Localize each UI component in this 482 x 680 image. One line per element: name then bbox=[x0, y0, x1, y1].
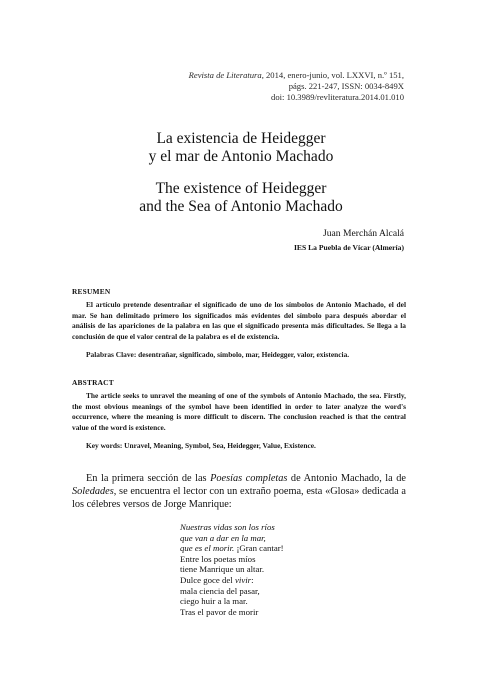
title-spanish-line-1: La existencia de Heidegger bbox=[156, 130, 326, 147]
poem-line-text: que van a dar en la mar, bbox=[180, 532, 266, 543]
resumen-heading: RESUMEN bbox=[72, 287, 111, 296]
body-text-run: de Antonio Machado, la de bbox=[287, 473, 406, 484]
body-text-run: , se encuentra el lector con un extraño poema, esta «Glosa» dedicada a los célebres versos de Jorge Manrique: bbox=[72, 486, 406, 510]
title-spanish-line-2: y el mar de Antonio Machado bbox=[148, 148, 334, 165]
journal-issue-line bbox=[104, 70, 404, 81]
abstract-section bbox=[72, 391, 406, 452]
poem-line-text: vivir bbox=[234, 574, 252, 585]
body-text-run: En la primera sección de las bbox=[86, 473, 211, 484]
poem-line: Tras el pavor de morir bbox=[180, 606, 259, 617]
poem-line: tiene Manrique un altar. bbox=[180, 564, 265, 575]
title-spanish bbox=[0, 130, 482, 166]
abstract-text: The article seeks to unravel the meaning of one of the symbols of Antonio Machado, the sea. Firstly, the most obvious meanings of the symbol have been identified in order to later analyze the word's occurrence, where the meaning is more difficult to discern. The conclusion reached is that the central value of the word is existence. bbox=[72, 391, 406, 432]
title-english-line-1: The existence of Heidegger bbox=[155, 180, 327, 197]
journal-name: Revista de Literatura bbox=[188, 70, 262, 80]
resumen-keywords: Palabras Clave: desentrañar, significado, símbolo, mar, Heidegger, valor, existencia. bbox=[86, 350, 350, 360]
poem-line: mala ciencia del pasar, bbox=[180, 585, 260, 596]
resumen-section bbox=[72, 300, 406, 361]
abstract-heading: ABSTRACT bbox=[72, 378, 114, 387]
poem-line: Entre los poetas míos bbox=[180, 553, 256, 564]
poem-line-text: Nuestras vidas son los ríos bbox=[180, 522, 275, 532]
poem-quote bbox=[180, 522, 284, 617]
body-paragraph bbox=[72, 472, 406, 511]
author-affiliation: IES La Puebla de Vícar (Almería) bbox=[293, 243, 404, 252]
poem-line-text: ¡Gran cantar! bbox=[234, 543, 284, 554]
book-title-poesias: Poesías completas bbox=[210, 473, 288, 484]
book-title-soledades: Soledades bbox=[72, 486, 114, 497]
poem-line bbox=[180, 575, 284, 586]
journal-pages: págs. 221-247, ISSN: 0034-849X bbox=[288, 81, 404, 91]
resumen-text: El artículo pretende desentrañar el significado de uno de los símbolos de Antonio Machado, el del mar. Se han delimitado primero los significados más evidentes del símbolo para después abordar el análisis de las apariciones de la palabra en las que el significado presenta más dificultades. Se llega a la conclusión de que el valor central de la palabra es el de existencia. bbox=[72, 300, 406, 341]
poem-line bbox=[180, 533, 284, 544]
abstract-keywords: Key words: Unravel, Meaning, Symbol, Sea, Heidegger, Value, Existence. bbox=[86, 441, 316, 451]
body-text bbox=[72, 472, 406, 511]
title-english-line-2: and the Sea of Antonio Machado bbox=[139, 198, 343, 215]
poem-line-text: que es el morir. bbox=[180, 543, 235, 554]
poem-line-text: Dulce goce del bbox=[180, 574, 235, 585]
journal-doi: doi: 10.3989/revliteratura.2014.01.010 bbox=[271, 92, 404, 102]
poem-line: ciego huir a la mar. bbox=[180, 596, 248, 607]
journal-issue: , 2014, enero-junio, vol. LXXVI, n.º 151, bbox=[261, 70, 404, 80]
author-name: Juan Merchán Alcalá bbox=[323, 228, 404, 239]
poem-line bbox=[180, 543, 284, 554]
journal-citation bbox=[104, 70, 404, 103]
poem-line-text: : bbox=[251, 574, 254, 585]
title-english bbox=[0, 180, 482, 216]
poem-line bbox=[180, 522, 284, 533]
